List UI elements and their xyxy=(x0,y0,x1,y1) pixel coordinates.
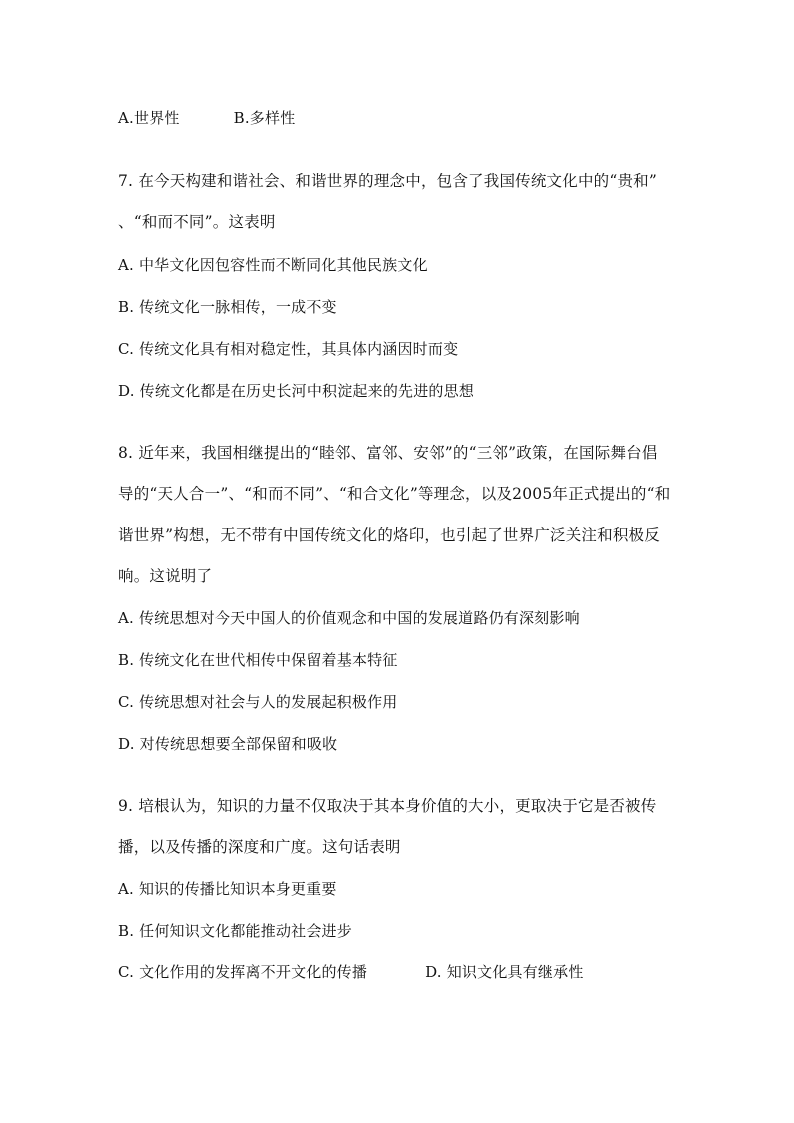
q8-stem-line1 xyxy=(118,443,658,463)
q7-option-d: D. 传统文化都是在历史长河中积淀起来的先进的思想 xyxy=(118,382,475,400)
q9-option-c: C. 文化作用的发挥离不开文化的传播 xyxy=(118,963,368,981)
q7-stem-line1 xyxy=(118,171,657,191)
q8-stem-line4: 响。这说明了 xyxy=(118,567,213,585)
q8-stem-line3: 谐世界”构想，无不带有中国传统文化的烙印，也引起了世界广泛关注和积极反 xyxy=(118,526,660,544)
q9-stem-line1 xyxy=(118,796,656,816)
q9-options-row-cd xyxy=(118,962,584,982)
q8-number: 8. xyxy=(118,444,134,462)
q6-options-row xyxy=(118,108,295,128)
q6-option-a: A.世界性 xyxy=(118,109,180,127)
q9-option-a: A. 知识的传播比知识本身更重要 xyxy=(118,880,337,898)
q7-stem-line2: 、“和而不同”。这表明 xyxy=(118,213,276,231)
q8-option-d: D. 对传统思想要全部保留和吸收 xyxy=(118,735,338,753)
q8-option-c: C. 传统思想对社会与人的发展起积极作用 xyxy=(118,693,398,711)
q8-stem-line2: 导的“天人合一”、“和而不同”、“和合文化”等理念，以及2005年正式提出的“和 xyxy=(118,485,671,503)
q8-option-b: B. 传统文化在世代相传中保留着基本特征 xyxy=(118,651,398,669)
q9-number: 9. xyxy=(118,797,134,815)
q9-stem-line2: 播，以及传播的深度和广度。这句话表明 xyxy=(118,838,401,856)
q7-option-b: B. 传统文化一脉相传，一成不变 xyxy=(118,298,337,316)
q9-option-d: D. 知识文化具有继承性 xyxy=(425,963,584,981)
q9-option-b: B. 任何知识文化都能推动社会进步 xyxy=(118,922,352,940)
q7-text-line1: 在今天构建和谐社会、和谐世界的理念中，包含了我国传统文化中的“贵和” xyxy=(138,172,657,190)
q7-option-a: A. 中华文化因包容性而不断同化其他民族文化 xyxy=(118,256,428,274)
q8-text-line1: 近年来，我国相继提出的“睦邻、富邻、安邻”的“三邻”政策，在国际舞台倡 xyxy=(138,444,658,462)
q9-text-line1: 培根认为，知识的力量不仅取决于其本身价值的大小，更取决于它是否被传 xyxy=(138,797,657,815)
q7-option-c: C. 传统文化具有相对稳定性，其具体内涵因时而变 xyxy=(118,340,459,358)
q6-option-b: B.多样性 xyxy=(233,109,296,127)
q8-option-a: A. 传统思想对今天中国人的价值观念和中国的发展道路仍有深刻影响 xyxy=(118,609,580,627)
q7-number: 7. xyxy=(118,172,134,190)
